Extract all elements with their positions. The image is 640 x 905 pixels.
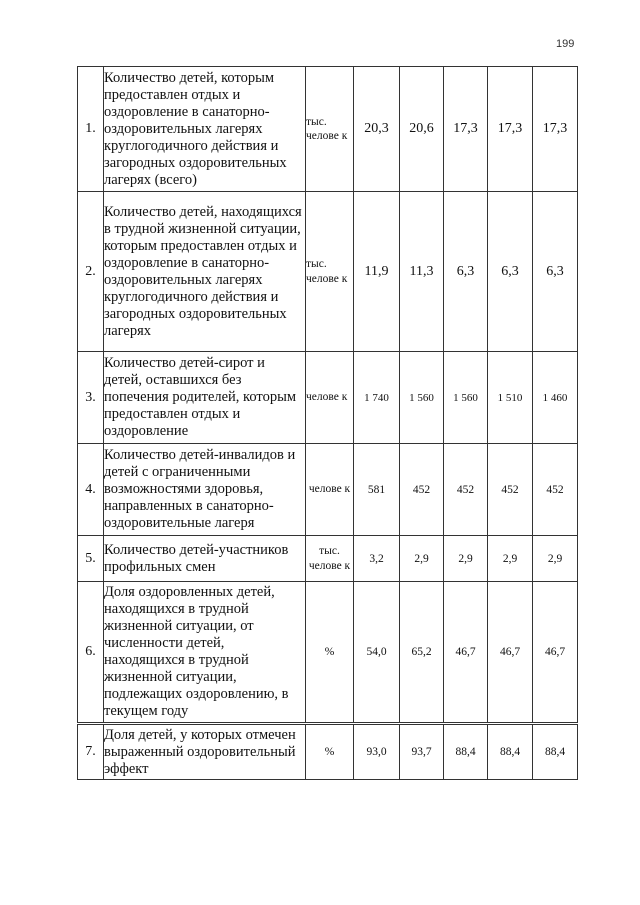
row-number: 2. bbox=[78, 192, 104, 352]
row-number: 7. bbox=[78, 724, 104, 780]
table-row bbox=[78, 582, 578, 724]
value-cell: 17,3 bbox=[488, 67, 533, 192]
value-cell: 2,9 bbox=[400, 536, 444, 582]
value-cell: 2,9 bbox=[533, 536, 578, 582]
value-cell: 17,3 bbox=[533, 67, 578, 192]
value-cell: 452 bbox=[444, 444, 488, 536]
value-cell: 65,2 bbox=[400, 582, 444, 724]
indicator-name: Количество детей-инвалидов и детей с ограниченными возможностями здоровья, направленных в санаторно-оздоровительные лагеря bbox=[104, 444, 306, 536]
row-number: 1. bbox=[78, 67, 104, 192]
indicator-name: Доля оздоровленных детей, находящихся в трудной жизненной ситуации, от численности детей, находящихся в трудной жизненной ситуации, подлежащих оздоровлению, в текущем году bbox=[104, 582, 306, 724]
value-cell: 46,7 bbox=[533, 582, 578, 724]
value-cell: 3,2 bbox=[354, 536, 400, 582]
unit-cell: % bbox=[306, 724, 354, 780]
value-cell: 452 bbox=[533, 444, 578, 536]
page-number: 199 bbox=[556, 38, 575, 50]
value-cell: 46,7 bbox=[444, 582, 488, 724]
value-cell: 93,0 bbox=[354, 724, 400, 780]
value-cell: 1 460 bbox=[533, 352, 578, 444]
value-cell: 11,3 bbox=[400, 192, 444, 352]
indicator-name: Доля детей, у которых отмечен выраженный оздоровительный эффект bbox=[104, 724, 306, 780]
row-number: 5. bbox=[78, 536, 104, 582]
table-row bbox=[78, 67, 578, 192]
unit-cell: тыс. челове к bbox=[306, 67, 354, 192]
value-cell: 6,3 bbox=[488, 192, 533, 352]
row-number: 6. bbox=[78, 582, 104, 724]
value-cell: 6,3 bbox=[533, 192, 578, 352]
table-row bbox=[78, 192, 578, 352]
value-cell: 88,4 bbox=[488, 724, 533, 780]
table-row bbox=[78, 536, 578, 582]
value-cell: 6,3 bbox=[444, 192, 488, 352]
value-cell: 93,7 bbox=[400, 724, 444, 780]
unit-cell: челове к bbox=[306, 352, 354, 444]
value-cell: 1 560 bbox=[444, 352, 488, 444]
indicators-table bbox=[77, 66, 578, 780]
row-number: 3. bbox=[78, 352, 104, 444]
value-cell: 88,4 bbox=[444, 724, 488, 780]
value-cell: 1 740 bbox=[354, 352, 400, 444]
value-cell: 452 bbox=[488, 444, 533, 536]
value-cell: 17,3 bbox=[444, 67, 488, 192]
table-row bbox=[78, 724, 578, 780]
table-row bbox=[78, 352, 578, 444]
table-row bbox=[78, 444, 578, 536]
row-number: 4. bbox=[78, 444, 104, 536]
value-cell: 88,4 bbox=[533, 724, 578, 780]
unit-cell: тыс. челове к bbox=[306, 536, 354, 582]
value-cell: 2,9 bbox=[488, 536, 533, 582]
value-cell: 2,9 bbox=[444, 536, 488, 582]
value-cell: 1 560 bbox=[400, 352, 444, 444]
value-cell: 46,7 bbox=[488, 582, 533, 724]
unit-cell: % bbox=[306, 582, 354, 724]
unit-cell: тыс. челове к bbox=[306, 192, 354, 352]
value-cell: 20,3 bbox=[354, 67, 400, 192]
indicator-name: Количество детей-сирот и детей, оставшихся без попечения родителей, которым предоставлен отдых и оздоровление bbox=[104, 352, 306, 444]
value-cell: 1 510 bbox=[488, 352, 533, 444]
indicator-name: Количество детей, находящихся в трудной жизненной ситуации, которым предоставлен отдых и оздоровлеnие в санаторно-оздоровительных лагерях круглогодичного действия и загородных оздоровительных лагерях bbox=[104, 192, 306, 352]
value-cell: 54,0 bbox=[354, 582, 400, 724]
value-cell: 581 bbox=[354, 444, 400, 536]
indicator-name: Количество детей-участников профильных смен bbox=[104, 536, 306, 582]
unit-cell: челове к bbox=[306, 444, 354, 536]
value-cell: 20,6 bbox=[400, 67, 444, 192]
indicator-name: Количество детей, которым предоставлен отдых и оздоровление в санаторно-оздоровительных лагерях круглогодичного действия и загородных оздоровительных лагерях (всего) bbox=[104, 67, 306, 192]
value-cell: 11,9 bbox=[354, 192, 400, 352]
value-cell: 452 bbox=[400, 444, 444, 536]
